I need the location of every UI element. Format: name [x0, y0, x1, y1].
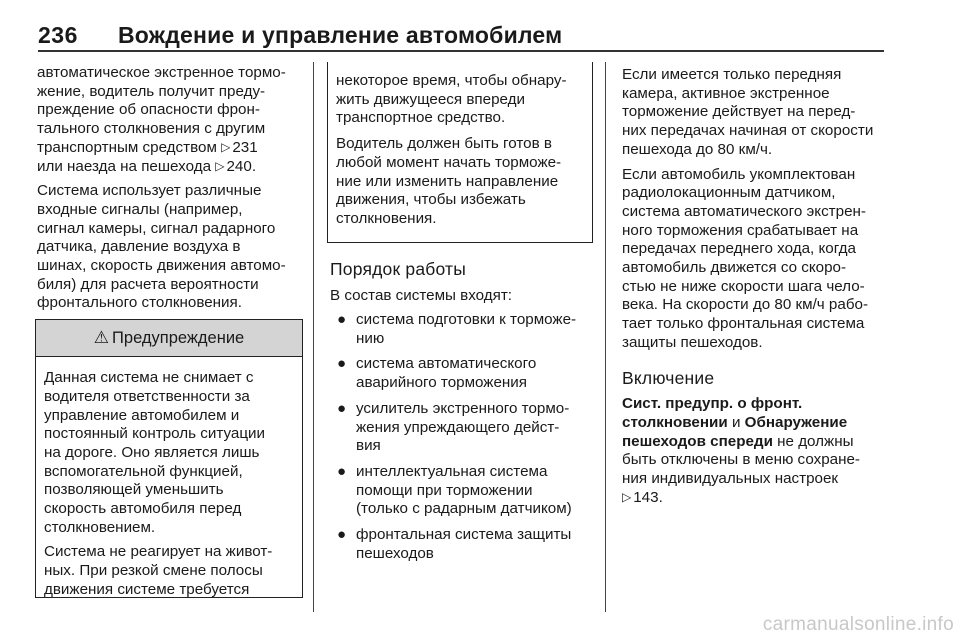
warning-box [35, 319, 303, 598]
bullet-icon: ● [337, 526, 347, 544]
bullet-icon: ● [337, 462, 347, 480]
paragraph: Сист. предупр. о фронт. столкновении и Обнаружение пешеходов спереди не должны быть отключены в меню сохране- ния индивидуальных настроек ▷ 143. [622, 395, 860, 506]
paragraph: Система не реагирует на живот- ных. При резкой смене полосы движения системе требуется [44, 543, 273, 598]
list-item: ● система автоматического аварийного торможения [337, 355, 537, 392]
warning-header [36, 320, 302, 357]
paragraph: Водитель должен быть готов в любой момент начать торможе- ние или изменить направление движения, чтобы избежать столкновения. [336, 135, 562, 227]
menu-setting-name: Сист. предупр. о фронт. [622, 395, 803, 413]
warning-box-continued [327, 62, 593, 243]
paragraph: Если имеется только передняя камера, активное экстренное торможение действует на перед- них передачах начиная от скорости пешехода до 80 км/ч. [622, 66, 874, 158]
arrow-right-icon: ▷ [215, 158, 225, 173]
column-1 [37, 64, 299, 598]
column-3 [622, 66, 892, 513]
warning-triangle-icon: ⚠ [93, 327, 110, 347]
paragraph: Система использует различные входные сигналы (например, сигнал камеры, сигнал радарного датчика, давление воздуха в шинах, скорость движения автомо- биля) для расчета вероятности фронтального столкновения. [37, 182, 286, 312]
watermark-text: carmanualsonline.info [762, 614, 954, 635]
paragraph: В состав системы входят: [330, 287, 513, 305]
column-2 [330, 64, 594, 570]
warning-title: Предупреждение [112, 328, 245, 347]
page-reference-link[interactable]: ▷ 231 [221, 138, 258, 156]
list-item: ● усилитель экстренного тормо- жения упреждающего дейст- вия [337, 399, 570, 455]
page-title: Вождение и управление автомобилем [118, 22, 563, 48]
paragraph: Если автомобиль укомплектован радиолокационным датчиком, система автоматического экстрен- ного торможения срабатывает на передачах переднего хода, когда автомобиль движется со скоро- стью не ниже скорости шага чело- века. На скорости до 80 км/ч рабо- тает только фронтальная система защиты пешеходов. [622, 165, 869, 351]
bullet-list [330, 311, 594, 563]
list-item: ● интеллектуальная система помощи при торможении (только с радарным датчиком) [337, 462, 572, 518]
warning-body [36, 357, 302, 597]
column-divider [313, 62, 314, 612]
list-item: ● система подготовки к торможе- нию [337, 311, 577, 347]
column-divider [605, 62, 606, 612]
section-heading: Порядок работы [330, 258, 467, 279]
bullet-icon: ● [337, 355, 347, 373]
list-item: ● фронтальная система защиты пешеходов [337, 526, 572, 562]
page-header [38, 16, 884, 52]
menu-setting-name: пешеходов спереди [622, 432, 773, 450]
page-reference-link[interactable]: ▷ 240. [215, 157, 257, 175]
menu-setting-name: столкновении [622, 413, 728, 431]
paragraph: Данная система не снимает с водителя ответственности за управление автомобилем и постоянный контроль ситуации на дороге. Оно является лишь вспомогательной функцией, позволяющей уменьшить скорость автомобиля перед столкновением. [44, 369, 266, 536]
bullet-icon: ● [337, 311, 347, 329]
page-number: 236 [38, 22, 78, 48]
section-heading: Включение [622, 367, 715, 388]
page-reference-link[interactable]: ▷ 143. [622, 488, 663, 506]
menu-setting-name: Обнаружение [744, 413, 848, 431]
bullet-icon: ● [337, 399, 347, 417]
arrow-right-icon: ▷ [221, 139, 231, 154]
arrow-right-icon: ▷ [622, 489, 632, 504]
paragraph: некоторое время, чтобы обнару- жить движущееся впереди транспортное средство. [336, 72, 567, 127]
paragraph: автоматическое экстренное тормо- жение, водитель получит преду- преждение об опасности фрон- тального столкновения с другим транспортным средством ▷ 231 или наезда на пешехода ▷ 240. [37, 64, 286, 175]
